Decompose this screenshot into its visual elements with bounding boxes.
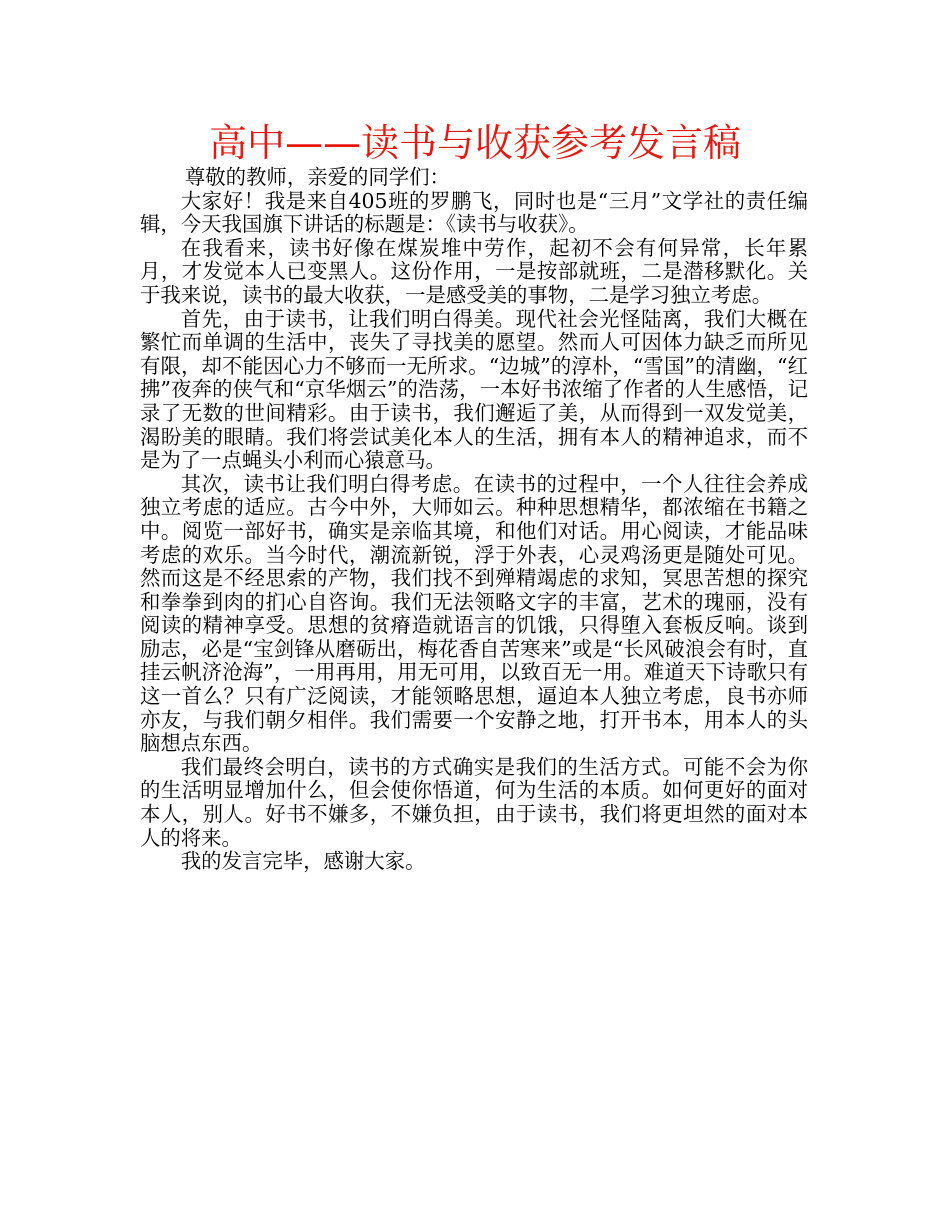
body-paragraph: 在我看来，读书好像在煤炭堆中劳作，起初不会有何异常，长年累月，才发觉本人已变黑人。这份作用，一是按部就班，二是潜移默化。关于我来说，读书的最大收获，一是感受美的事物，二是学习独立考虑。 [140,235,808,307]
body-paragraph: 大家好！我是来自405班的罗鹏飞，同时也是“三月”文学社的责任编辑，今天我国旗下讲话的标题是：《读书与收获》。 [140,188,808,237]
document-body [140,166,808,874]
body-paragraph: 首先，由于读书，让我们明白得美。现代社会光怪陆离，我们大概在繁忙而单调的生活中，丧失了寻找美的愿望。然而人可因体力缺乏而所见有限，却不能因心力不够而一无所求。“边城”的淳朴，“雪国”的清幽，“红拂”夜奔的侠气和“京华烟云”的浩荡，一本好书浓缩了作者的人生感悟，记录了无数的世间精彩。由于读书，我们邂逅了美，从而得到一双发觉美，渴盼美的眼睛。我们将尝试美化本人的生活，拥有本人的精神追求，而不是为了一点蝇头小利而心猿意马。 [140,306,808,473]
body-paragraph: 其次，读书让我们明白得考虑。在读书的过程中，一个人往往会养成独立考虑的适应。古今中外，大师如云。种种思想精华，都浓缩在书籍之中。阅览一部好书，确实是亲临其境，和他们对话。用心阅读，才能品味考虑的欢乐。当今时代，潮流新锐，浮于外表，心灵鸡汤更是随处可见。然而这是不经思索的产物，我们找不到殚精竭虑的求知，冥思苦想的探究和拳拳到肉的扪心自咨询。我们无法领略文字的丰富，艺术的瑰丽，没有阅读的精神享受。思想的贫瘠造就语言的饥饿，只得堕入套板反响。谈到励志，必是“宝剑锋从磨砺出，梅花香自苦寒来”或是“长风破浪会有时，直挂云帆济沧海”，一用再用，用无可用，以致百无一用。难道天下诗歌只有这一首么？只有广泛阅读，才能领略思想，逼迫本人独立考虑，良书亦师亦友，与我们朝夕相伴。我们需要一个安静之地，打开书本，用本人的头脑想点东西。 [140,471,808,756]
body-paragraph: 我们最终会明白，读书的方式确实是我们的生活方式。可能不会为你的生活明显增加什么，但会使你悟道，何为生活的本质。如何更好的面对本人，别人。好书不嫌多，不嫌负担，由于读书，我们将更坦然的面对本人的将来。 [140,754,808,850]
salutation-paragraph: 尊敬的教师，亲爱的同学们： [184,165,450,189]
document-title: 高中——读书与收获参考发言稿 [208,121,741,165]
closing-paragraph: 我的发言完毕，感谢大家。 [180,849,426,874]
